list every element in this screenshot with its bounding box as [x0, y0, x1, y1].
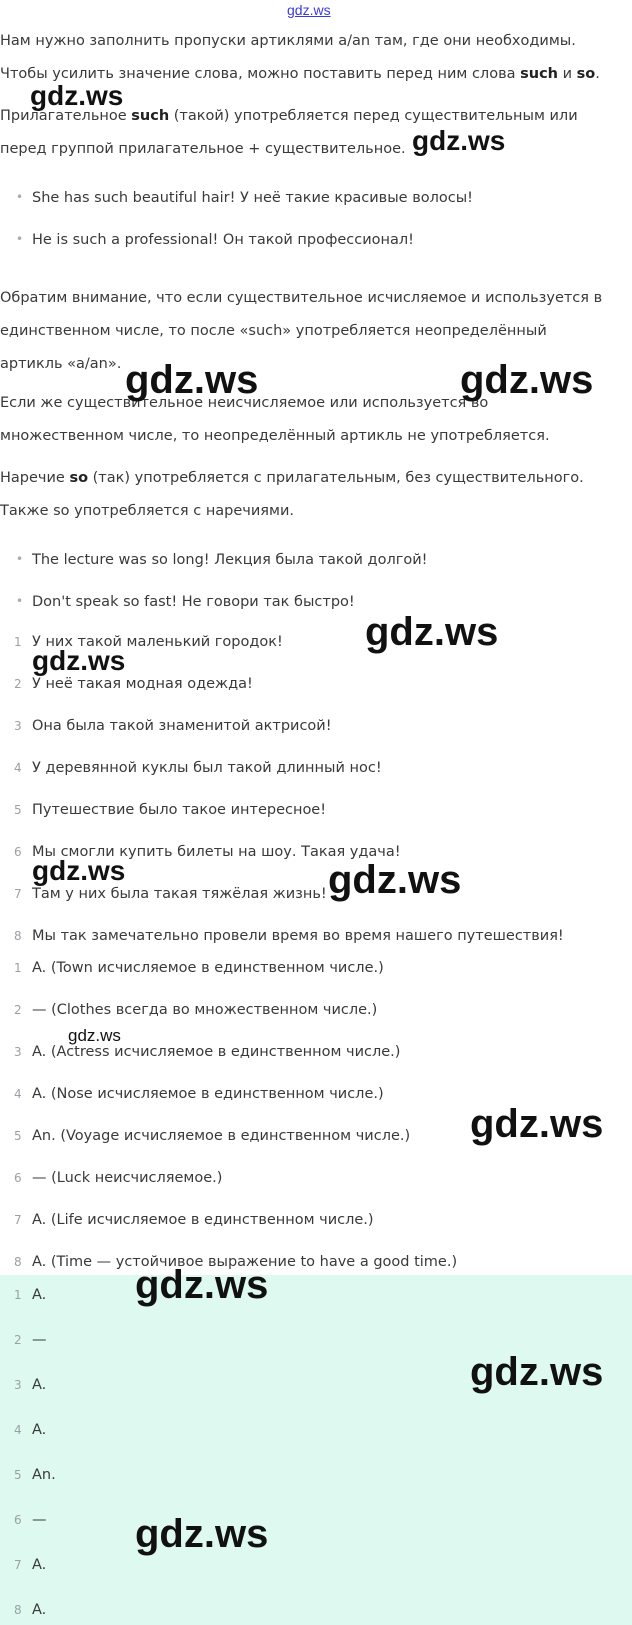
- answer-item: An.: [32, 1467, 56, 1483]
- such-example-2: He is such a professional! Он такой профессионал!: [32, 232, 414, 248]
- rule-line-1: Обратим внимание, что если существительное исчисляемое и используется в: [0, 290, 603, 306]
- keyword-so-2: so: [69, 470, 89, 486]
- rule-line-6-rest: (так) употребляется с прилагательным, без существительного.: [88, 470, 584, 486]
- answer-item: A.: [32, 1377, 47, 1393]
- watermark: gdz.ws: [30, 80, 124, 111]
- so-example-1: The lecture was so long! Лекция была такой долгой!: [32, 552, 428, 568]
- intro-line-2-end: .: [595, 66, 600, 82]
- item-number: 3: [14, 719, 22, 733]
- rule-line-6-text: Наречие: [0, 470, 70, 486]
- intro-line-3-text: Прилагательное: [0, 108, 132, 124]
- item-number: 5: [14, 803, 22, 817]
- keyword-such: such: [520, 66, 558, 82]
- rule-line-6: [0, 468, 624, 488]
- rule-line-4: Если же существительное неисчисляемое или используется во: [0, 395, 489, 411]
- bullet-icon: •: [16, 594, 24, 608]
- item-number: 2: [14, 677, 22, 691]
- item-number: 4: [14, 1423, 22, 1437]
- translation-item: Там у них была такая тяжёлая жизнь!: [32, 886, 327, 902]
- keyword-so: so: [576, 66, 596, 82]
- item-number: 1: [14, 1288, 22, 1302]
- item-number: 2: [14, 1003, 22, 1017]
- explanation-item: A. (Time — устойчивое выражение to have a good time.): [32, 1254, 458, 1270]
- watermark: gdz.ws: [460, 358, 594, 402]
- bullet-icon: •: [16, 232, 24, 246]
- explanation-item: — (Luck неисчисляемое.): [32, 1170, 223, 1186]
- rule-line-2: единственном числе, то после «such» употребляется неопределённый: [0, 323, 547, 339]
- item-number: 2: [14, 1333, 22, 1347]
- item-number: 8: [14, 1603, 22, 1617]
- intro-line-2-text: Чтобы усилить значение слова, можно поставить перед ним слова: [0, 66, 521, 82]
- intro-line-4: перед группой прилагательное + существительное.: [0, 141, 406, 157]
- item-number: 5: [14, 1468, 22, 1482]
- item-number: 5: [14, 1129, 22, 1143]
- translation-item: У неё такая модная одежда!: [32, 676, 253, 692]
- explanation-item: A. (Nose исчисляемое в единственном числе.): [32, 1086, 384, 1102]
- watermark: gdz.ws: [32, 645, 126, 676]
- translation-item: У деревянной куклы был такой длинный нос!: [32, 760, 382, 776]
- such-example-1: She has such beautiful hair! У неё такие красивые волосы!: [32, 190, 473, 206]
- watermark: gdz.ws: [135, 1263, 269, 1307]
- answer-item: A.: [32, 1422, 47, 1438]
- watermark: gdz.ws: [68, 1026, 121, 1045]
- item-number: 8: [14, 1255, 22, 1269]
- answers-panel: [0, 1275, 632, 1625]
- watermark: gdz.ws: [365, 610, 499, 654]
- watermark: gdz.ws: [470, 1102, 604, 1146]
- watermark: gdz.ws: [328, 858, 462, 902]
- item-number: 4: [14, 1087, 22, 1101]
- answer-item: A.: [32, 1557, 47, 1573]
- watermark: gdz.ws: [125, 358, 259, 402]
- translation-item: Мы смогли купить билеты на шоу. Такая удача!: [32, 844, 401, 860]
- bullet-icon: •: [16, 552, 24, 566]
- answer-item: —: [32, 1512, 47, 1528]
- item-number: 1: [14, 961, 22, 975]
- intro-line-2-mid: и: [558, 66, 577, 82]
- item-number: 7: [14, 1213, 22, 1227]
- explanation-item: — (Clothes всегда во множественном числе.): [32, 1002, 378, 1018]
- translation-item: У них такой маленький городок!: [32, 634, 283, 650]
- answer-item: —: [32, 1332, 47, 1348]
- item-number: 6: [14, 845, 22, 859]
- answer-item: A.: [32, 1287, 47, 1303]
- explanation-item: A. (Life исчисляемое в единственном числе.): [32, 1212, 374, 1228]
- item-number: 3: [14, 1378, 22, 1392]
- translation-item: Путешествие было такое интересное!: [32, 802, 327, 818]
- answer-item: A.: [32, 1602, 47, 1618]
- item-number: 3: [14, 1045, 22, 1059]
- item-number: 6: [14, 1171, 22, 1185]
- explanation-item: A. (Town исчисляемое в единственном числе.): [32, 960, 384, 976]
- bullet-icon: •: [16, 190, 24, 204]
- item-number: 1: [14, 635, 22, 649]
- translation-item: Она была такой знаменитой актрисой!: [32, 718, 332, 734]
- intro-line-1: Нам нужно заполнить пропуски артиклями a/an там, где они необходимы.: [0, 33, 576, 49]
- item-number: 7: [14, 887, 22, 901]
- item-number: 6: [14, 1513, 22, 1527]
- item-number: 4: [14, 761, 22, 775]
- translation-item: Мы так замечательно провели время во время нашего путешествия!: [32, 928, 564, 944]
- watermark: gdz.ws: [135, 1512, 269, 1556]
- watermark: gdz.ws: [32, 855, 126, 886]
- rule-line-7: Также so употребляется с наречиями.: [0, 503, 294, 519]
- explanation-item: An. (Voyage исчисляемое в единственном числе.): [32, 1128, 411, 1144]
- item-number: 7: [14, 1558, 22, 1572]
- explanation-item: A. (Actress исчисляемое в единственном числе.): [32, 1044, 401, 1060]
- so-example-2: Don't speak so fast! Не говори так быстро!: [32, 594, 355, 610]
- top-watermark-link[interactable]: gdz.ws: [287, 2, 331, 18]
- rule-line-5: множественном числе, то неопределённый артикль не употребляется.: [0, 428, 550, 444]
- watermark: gdz.ws: [412, 125, 506, 156]
- intro-line-3-rest: (такой) употребляется перед существительным или: [169, 108, 578, 124]
- item-number: 8: [14, 929, 22, 943]
- keyword-such-2: such: [131, 108, 170, 124]
- rule-line-3: артикль «a/an».: [0, 356, 122, 372]
- watermark: gdz.ws: [470, 1350, 604, 1394]
